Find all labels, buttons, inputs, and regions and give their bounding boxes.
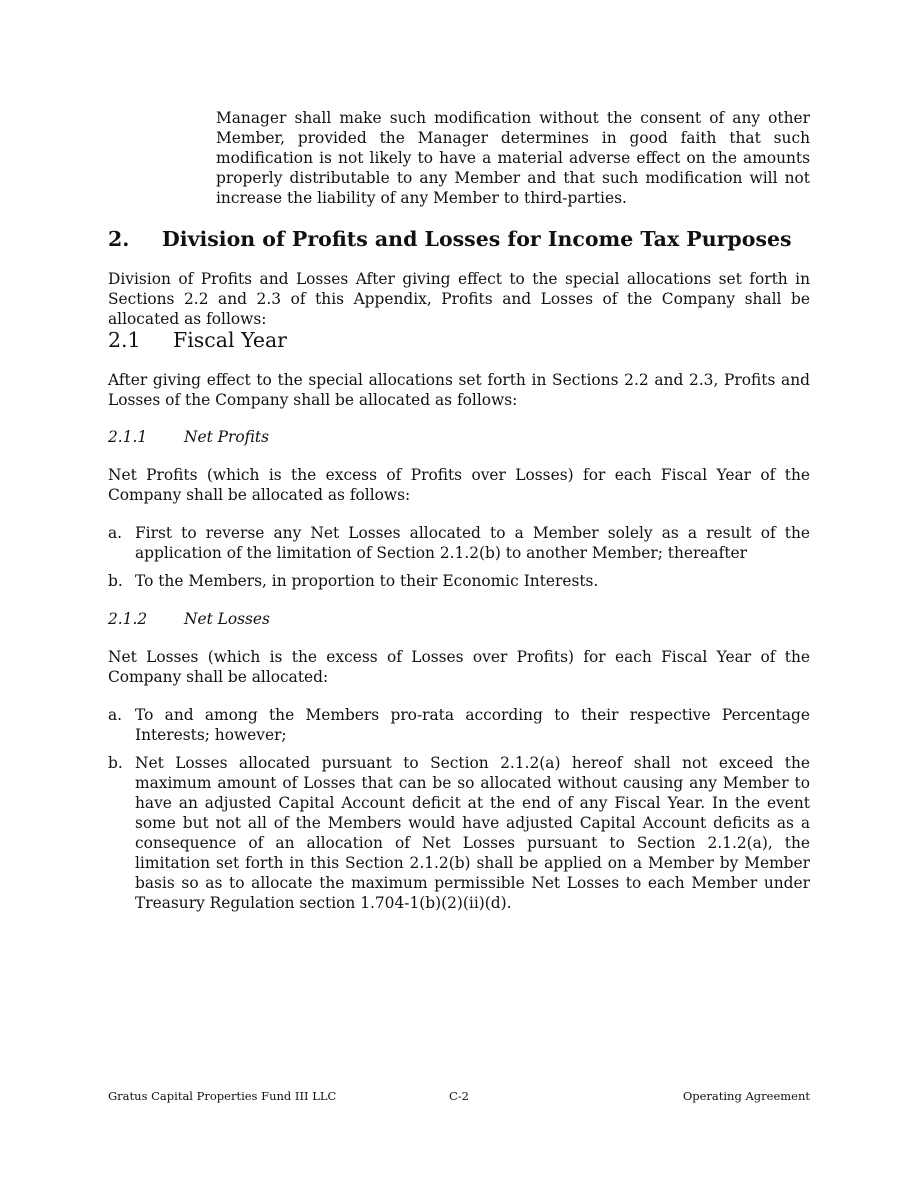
list-item-text: First to reverse any Net Losses allocated to a Member solely as a result of the application of the limitation of Section 2.1.2(b) to another Member; thereafter	[135, 524, 810, 562]
section-2-1-2-title: Net Losses	[184, 610, 270, 628]
section-2-1-1-number: 2.1.1	[108, 428, 148, 446]
list-marker: a.	[108, 706, 123, 724]
section-2-title: Division of Profits and Losses for Income Tax Purposes	[162, 227, 792, 251]
section-2-1-heading	[108, 327, 287, 353]
section-2-1-2-number: 2.1.2	[108, 610, 148, 628]
section-2-number: 2.	[108, 227, 130, 251]
section-2-paragraph: Division of Profits and Losses After giving effect to the special allocations set forth in Sections 2.2 and 2.3 of this Appendix, Profits and Losses of the Company shall be allocated as follows:	[108, 270, 810, 328]
page-footer	[108, 1088, 810, 1104]
footer-page-number: C-2	[449, 1089, 470, 1103]
list-item-text: To the Members, in proportion to their Economic Interests.	[135, 572, 599, 590]
list-marker: b.	[108, 754, 123, 772]
section-2-1-paragraph: After giving effect to the special allocations set forth in Sections 2.2 and 2.3, Profits and Losses of the Company shall be allocated as follows:	[108, 371, 810, 409]
list-item	[108, 571, 810, 591]
list-item	[108, 753, 810, 913]
section-2-1-1-title: Net Profits	[184, 428, 269, 446]
section-2-1-1-paragraph: Net Profits (which is the excess of Profits over Losses) for each Fiscal Year of the Company shall be allocated as follows:	[108, 466, 810, 504]
list-item-text: To and among the Members pro-rata according to their respective Percentage Interests; however;	[135, 706, 810, 744]
list-marker: b.	[108, 572, 123, 590]
section-2-heading	[108, 226, 810, 252]
list-item	[108, 523, 810, 563]
section-2-1-2-paragraph: Net Losses (which is the excess of Losses over Profits) for each Fiscal Year of the Company shall be allocated:	[108, 648, 810, 686]
list-item-text: Net Losses allocated pursuant to Section 2.1.2(a) hereof shall not exceed the maximum amount of Losses that can be so allocated without causing any Member to have an adjusted Capital Account deficit at the end of any Fiscal Year. In the event some but not all of the Members would have adjusted Capital Account deficits as a consequence of an allocation of Net Losses pursuant to Section 2.1.2(a), the limitation set forth in this Section 2.1.2(b) shall be applied on a Member by Member basis so as to allocate the maximum permissible Net Losses to each Member under Treasury Regulation section 1.704-1(b)(2)(ii)(d).	[135, 754, 810, 912]
intro-paragraph: Manager shall make such modification without the consent of any other Member, provided the Manager determines in good faith that such modification is not likely to have a material adverse effect on the amounts properly distributable to any Member and that such modification will not increase the liability of any Member to third-parties.	[216, 109, 810, 207]
section-2-1-title: Fiscal Year	[173, 328, 287, 352]
section-2-1-1-heading	[108, 427, 269, 447]
list-item	[108, 705, 810, 745]
footer-document-title: Operating Agreement	[682, 1089, 810, 1103]
list-marker: a.	[108, 524, 123, 542]
footer-company-name: Gratus Capital Properties Fund III LLC	[108, 1089, 337, 1103]
section-2-1-number: 2.1	[108, 328, 141, 352]
section-2-1-2-heading	[108, 609, 270, 629]
